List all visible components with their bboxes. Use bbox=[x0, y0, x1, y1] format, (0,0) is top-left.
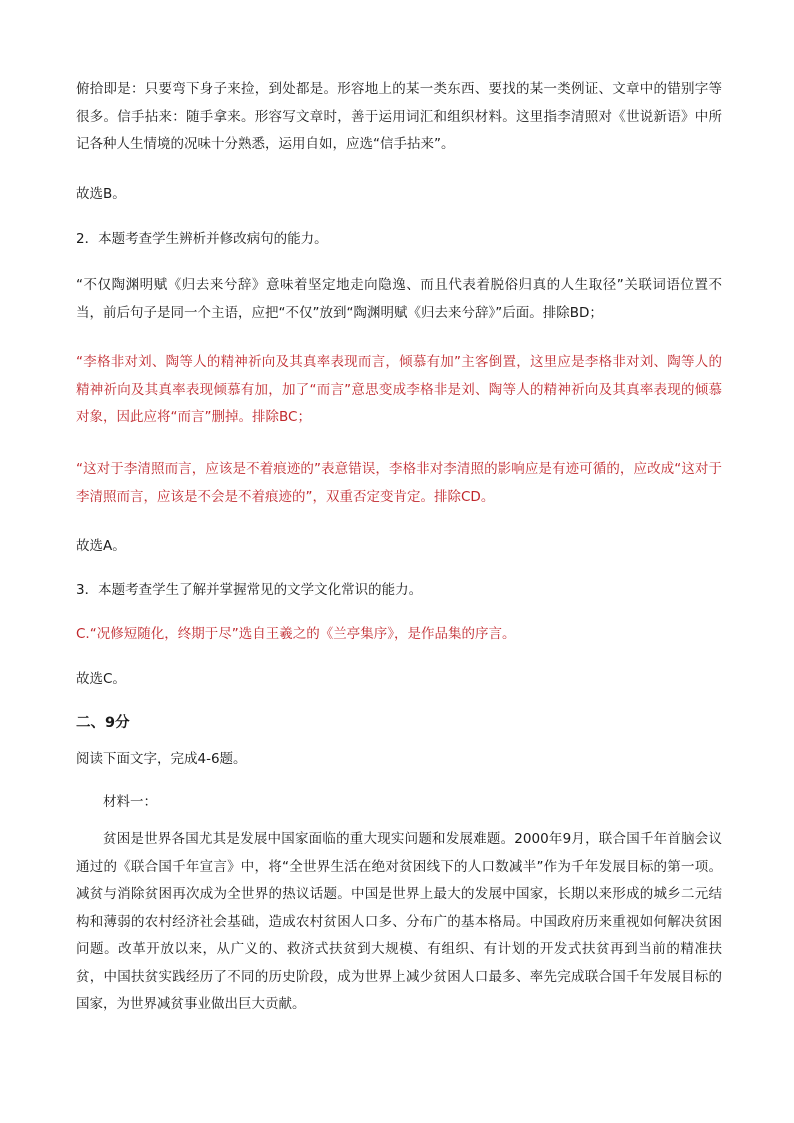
material-title: 材料一： bbox=[103, 794, 157, 810]
question-3-heading: 3．本题考查学生了解并掌握常见的文学文化常识的能力。 bbox=[76, 582, 423, 598]
answer-2: 故选A。 bbox=[76, 538, 126, 554]
question-2-heading: 2．本题考查学生辨析并修改病句的能力。 bbox=[76, 231, 328, 247]
reading-instruction: 阅读下面文字，完成4-6题。 bbox=[76, 751, 247, 767]
explanation-paragraph-1: 俯拾即是：只要弯下身子来捡，到处都是。形容地上的某一类东西、要找的某一类例证、文章中的错别字等很多。信手拈来：随手拿来。形容写文章时，善于运用词汇和组织材料。这里指李清照对《世说新语》中所记各种人生情境的况味十分熟悉，运用自如，应选“信手拈来”。 bbox=[76, 81, 722, 152]
explanation-paragraph-2c: “这对于李清照而言，应该是不着痕迹的”表意错误，李格非对李清照的影响应是有迹可循的，应改成“这对于李清照而言，应该是不会是不着痕迹的”，双重否定变肯定。排除CD。 bbox=[76, 461, 722, 505]
material-body: 贫困是世界各国尤其是发展中国家面临的重大现实问题和发展难题。2000年9月，联合国千年首脑会议通过的《联合国千年宣言》中，将“全世界生活在绝对贫困线下的人口数减半”作为千年发展目标的第一项。减贫与消除贫困再次成为全世界的热议话题。中国是世界上最大的发展中国家，长期以来形成的城乡二元结构和薄弱的农村经济社会基础，造成农村贫困人口多、分布广的基本格局。中国政府历来重视如何解决贫困问题。改革开放以来，从广义的、救济式扶贫到大规模、有组织、有计划的开发式扶贫再到当前的精准扶贫，中国扶贫实践经历了不同的历史阶段，成为世界上减少贫困人口最多、率先完成联合国千年发展目标的国家，为世界减贫事业做出巨大贡献。 bbox=[76, 831, 722, 1012]
explanation-paragraph-3: C.“况修短随化，终期于尽”选自王羲之的《兰亭集序》，是作品集的序言。 bbox=[76, 626, 516, 642]
section-heading: 二、9分 bbox=[76, 715, 130, 731]
answer-3: 故选C。 bbox=[76, 671, 126, 687]
explanation-paragraph-2a: “不仅陶渊明赋《归去来兮辞》意味着坚定地走向隐逸、而且代表着脱俗归真的人生取径”关联词语位置不当，前后句子是同一个主语，应把“不仅”放到“陶渊明赋《归去来兮辞》”后面。排除BD； bbox=[76, 277, 722, 321]
answer-1: 故选B。 bbox=[76, 186, 126, 202]
explanation-paragraph-2b: “李格非对刘、陶等人的精神祈向及其真率表现而言，倾慕有加”主客倒置，这里应是李格非对刘、陶等人的精神祈向及其真率表现倾慕有加，加了“而言”意思变成李格非是刘、陶等人的精神祈向及其真率表现的倾慕对象，因此应将“而言”删掉。排除BC； bbox=[76, 354, 722, 425]
